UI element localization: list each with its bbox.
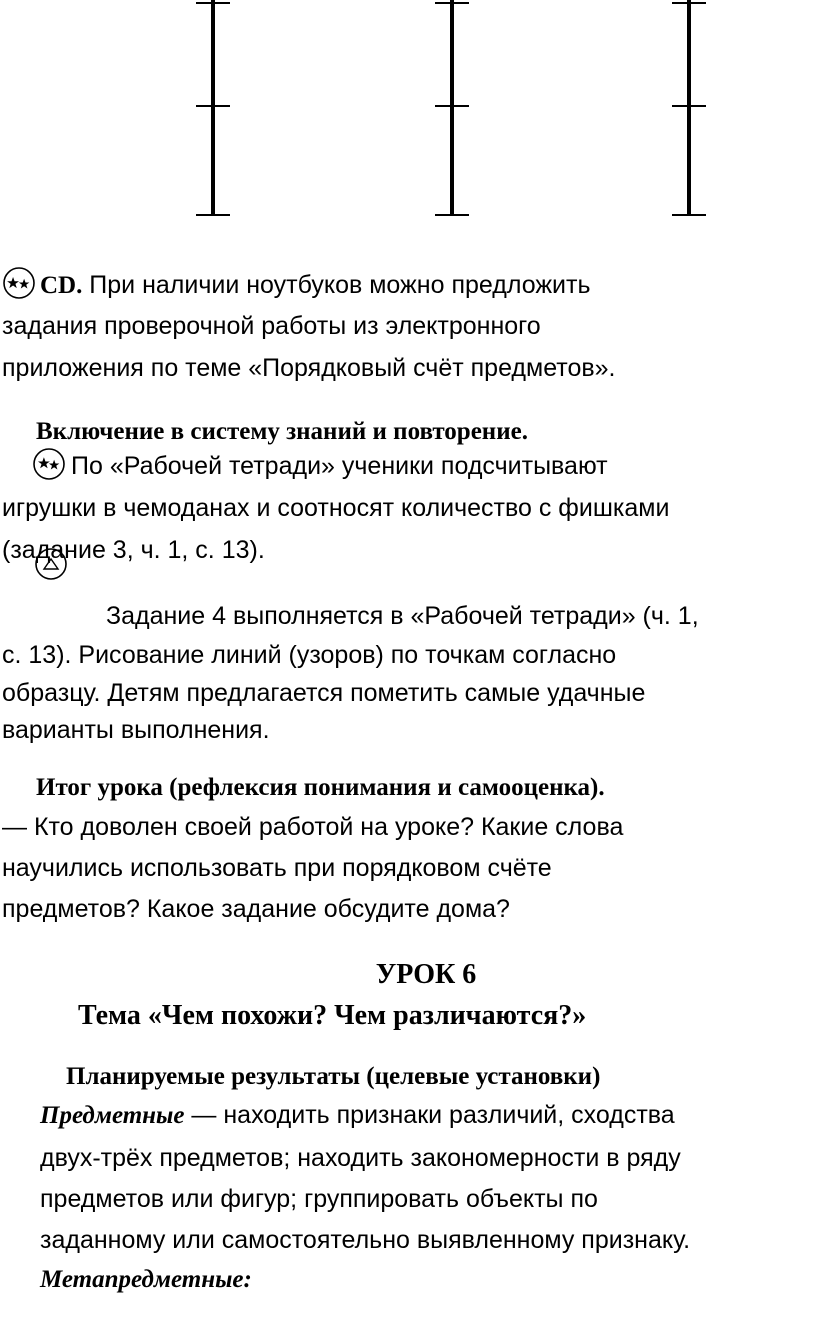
section1-p1-line-2: игрушки в чемоданах и соотносят количество с фишками: [2, 494, 670, 522]
section1-p1-line-1: По «Рабочей тетради» ученики подсчитывают: [71, 452, 608, 480]
cd-label: CD.: [40, 272, 83, 299]
ruler-1: [196, 0, 230, 215]
rulers-figure: [0, 0, 816, 230]
results-heading: Планируемые результаты (целевые установки): [66, 1063, 601, 1090]
subject-label: Предметные: [40, 1102, 185, 1129]
ruler-3: [672, 0, 706, 215]
meta-label: Метапредметные:: [40, 1266, 252, 1293]
lesson-number: УРОК 6: [375, 959, 477, 990]
section2-line-2: научились использовать при порядковом счёте: [2, 854, 552, 882]
section1-heading: Включение в систему знаний и повторение.: [36, 418, 528, 445]
section1-p2-line-2: с. 13). Рисование линий (узоров) по точкам согласно: [2, 641, 617, 669]
section2-heading: Итог урока (рефлексия понимания и самооценка).: [36, 774, 605, 801]
section2-line-1: — Кто доволен своей работой на уроке? Какие слова: [2, 813, 624, 841]
subject-line-3: предметов или фигур; группировать объекты по: [40, 1185, 598, 1213]
section1-p1-line-3: (задание 3, ч. 1, с. 13).: [2, 536, 265, 564]
subject-line-4: заданному или самостоятельно выявленному признаку.: [40, 1226, 691, 1254]
cd-line-3: приложения по теме «Порядковый счёт предметов».: [2, 354, 616, 382]
disk-icon: [34, 547, 68, 581]
section2-line-3: предметов? Какое задание обсудите дома?: [2, 895, 510, 923]
ruler-2: [435, 0, 469, 215]
star-badge-icon: [32, 447, 66, 481]
section1-p2-line-3: образцу. Детям предлагается пометить самые удачные: [2, 679, 646, 707]
cd-line-2: задания проверочной работы из электронного: [2, 312, 541, 340]
section1-p2-line-4: варианты выполнения.: [2, 716, 270, 744]
lesson-topic: Тема «Чем похожи? Чем различаются?»: [78, 1000, 587, 1031]
cd-line-1: [40, 266, 590, 304]
subject-text-1: — находить признаки различий, сходства: [184, 1101, 675, 1129]
section1-p2-line-1: Задание 4 выполняется в «Рабочей тетради» (ч. 1,: [106, 602, 699, 630]
cd-text-1: При наличии ноутбуков можно предложить: [82, 271, 591, 299]
subject-line-1: [40, 1096, 675, 1134]
subject-line-2: двух-трёх предметов; находить закономерности в ряду: [40, 1144, 681, 1172]
star-badge-icon: [2, 266, 36, 300]
